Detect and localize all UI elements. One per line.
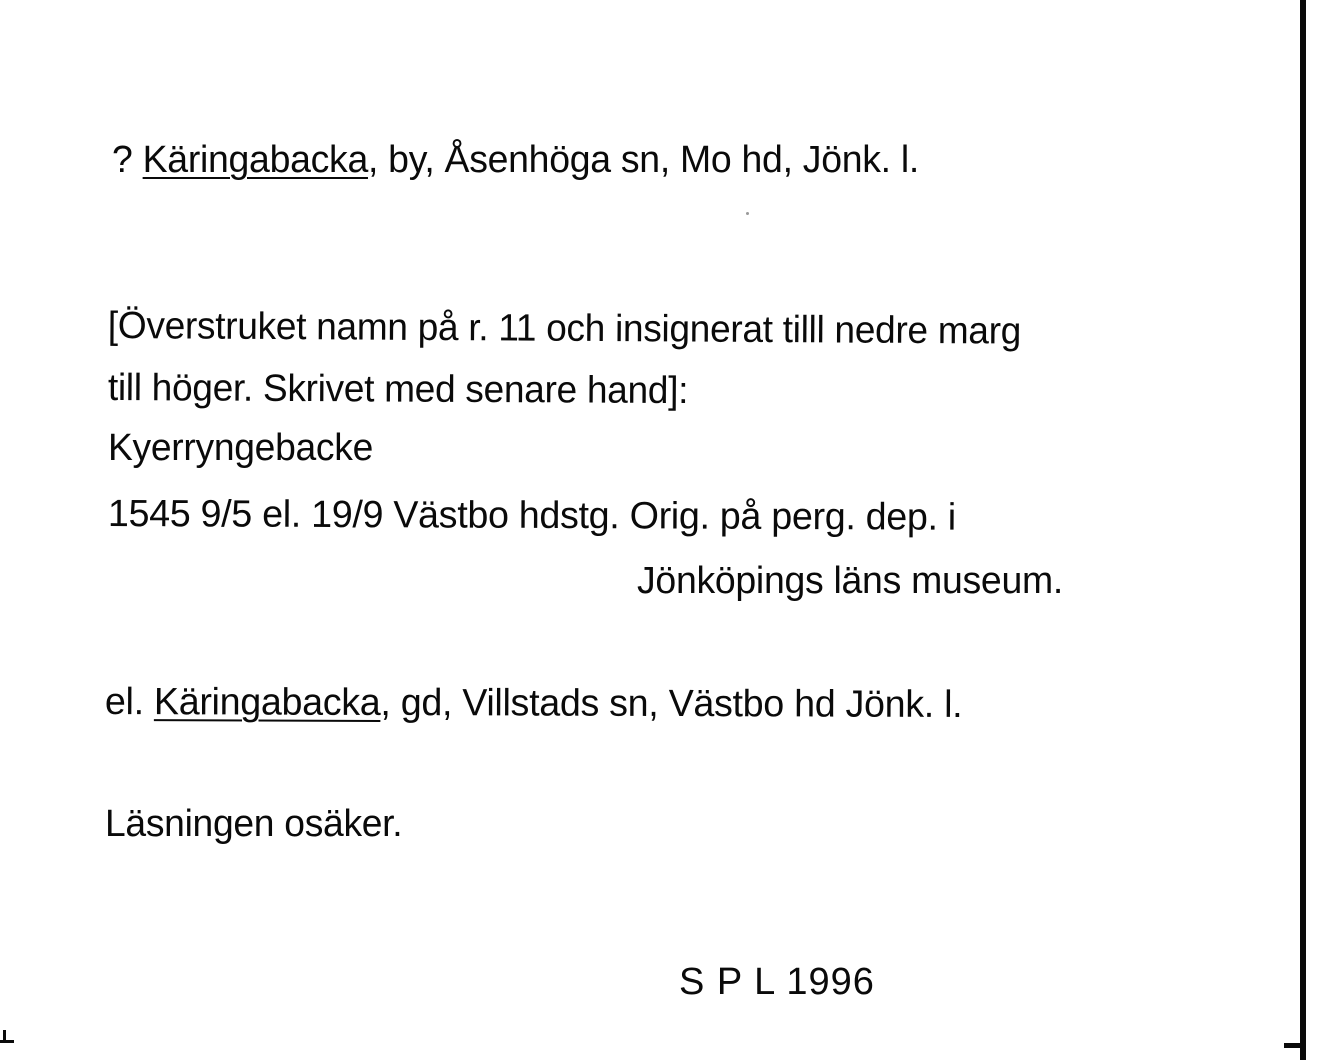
heading-place-name: Käringabacka [142, 139, 368, 181]
heading-prefix: ? [112, 139, 143, 181]
alternative-line [105, 683, 963, 724]
source-line-1: 1545 9/5 el. 19/9 Västbo hdstg. Orig. på perg. dep. i [107, 493, 957, 539]
note-line-1: [Överstruket namn på r. 11 och insignerat tilll nedre marg [107, 305, 1022, 353]
alternative-prefix: el. [104, 681, 155, 724]
alternative-details: , gd, Villstads sn, Västbo hd Jönk. l. [380, 681, 963, 726]
signature: S P L 1996 [679, 961, 875, 1003]
recorded-form: Kyerryngebacke [108, 427, 373, 469]
note-line-2: till höger. Skrivet med senare hand]: [107, 367, 689, 413]
card-edge-rule [1300, 0, 1306, 1060]
corner-mark [0, 1030, 16, 1044]
heading-details: , by, Åsenhöga sn, Mo hd, Jönk. l. [367, 139, 920, 181]
heading-line [112, 141, 919, 179]
alternative-place-name: Käringabacka [153, 681, 381, 724]
corner-mark-horizontal [0, 1040, 14, 1043]
source-line-2: Jönköpings läns museum. [637, 560, 1063, 602]
comment-line: Läsningen osäker. [105, 803, 403, 845]
card-edge-tick [1284, 1043, 1300, 1048]
scan-speck [746, 212, 749, 215]
